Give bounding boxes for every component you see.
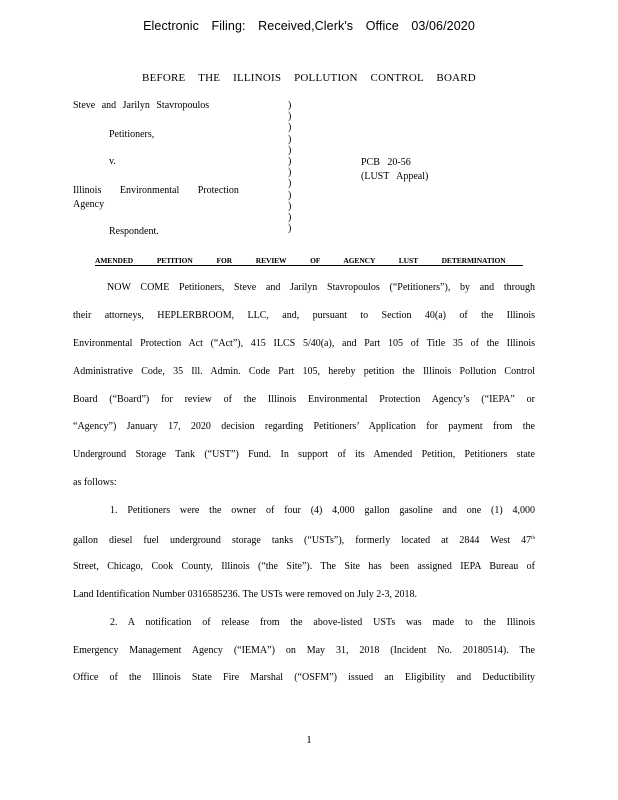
page-number: 1 xyxy=(306,734,312,746)
case-number: PCB 20-56 xyxy=(361,157,411,168)
court-title: BEFORE THE ILLINOIS POLLUTION CONTROL BOARD xyxy=(142,72,476,84)
paren: ) xyxy=(288,167,292,179)
paragraph-2-line: Emergency Management Agency (“IEMA”) on May 31, 2018 (Incident No. 20180514). The xyxy=(73,644,535,656)
body-line: Administrative Code, 35 Ill. Admin. Code Part 105, hereby petition the Illinois Pollution Control xyxy=(73,365,535,377)
paren: ) xyxy=(288,189,292,201)
paren: ) xyxy=(288,200,292,212)
body-line: as follows: xyxy=(73,477,117,489)
ordinal-suffix: th xyxy=(531,536,535,542)
petitioners-label: Petitioners, xyxy=(109,129,155,140)
filing-stamp: Electronic Filing: Received,Clerk's Office 03/06/2020 xyxy=(143,19,475,33)
address-text: gallon diesel fuel underground storage tanks (“USTs”), formerly located at 2844 West 47 xyxy=(73,535,532,547)
paren: ) xyxy=(288,111,292,123)
body-line: “Agency”) January 17, 2020 decision regarding Petitioners’ Application for payment from the xyxy=(73,421,535,433)
respondent-name-line1: Illinois Environmental Protection xyxy=(73,185,239,196)
body-line: NOW COME Petitioners, Steve and Jarilyn Stavropoulos (“Petitioners”), by and through xyxy=(107,282,535,293)
body-line: Underground Storage Tank (“UST”) Fund. In support of its Amended Petition, Petitioners state xyxy=(73,449,535,461)
body-line: Board (“Board”) for review of the Illinois Environmental Protection Agency’s (“IEPA” or xyxy=(73,393,535,405)
petition-body xyxy=(73,280,535,698)
case-caption xyxy=(73,100,543,240)
paren: ) xyxy=(288,155,292,167)
respondent-label: Respondent. xyxy=(109,226,159,237)
paragraph-1-line: 1. Petitioners were the owner of four (4) 4,000 gallon gasoline and one (1) 4,000 xyxy=(110,505,535,517)
versus: v. xyxy=(109,156,116,167)
caption-parentheses xyxy=(288,100,298,234)
document-heading: AMENDED PETITION FOR REVIEW OF AGENCY LUST DETERMINATION xyxy=(95,256,523,266)
body-line: Environmental Protection Act (“Act”), 415 ILCS 5/40(a), and Part 105 of Title 35 of the Illinois xyxy=(73,337,535,349)
case-identifier xyxy=(361,156,428,184)
paragraph-1-line: Street, Chicago, Cook County, Illinois (“the Site”). The Site has been assigned IEPA Bureau of xyxy=(73,560,535,572)
paren: ) xyxy=(288,122,292,134)
paragraph-2-line: Office of the Illinois State Fire Marshal (“OSFM”) issued an Eligibility and Deductibility xyxy=(73,672,535,684)
paren: ) xyxy=(288,133,292,145)
case-type: (LUST Appeal) xyxy=(361,171,429,182)
respondent-name-line2: Agency xyxy=(73,199,105,210)
paren: ) xyxy=(288,178,292,190)
paragraph-2-line: 2. A notification of release from the above-listed USTs was made to the Illinois xyxy=(110,616,535,628)
body-line: their attorneys, HEPLERBROOM, LLC, and, pursuant to Section 40(a) of the Illinois xyxy=(73,309,535,321)
paren: ) xyxy=(288,223,292,235)
paren: ) xyxy=(288,100,292,111)
paren: ) xyxy=(288,211,292,223)
paren: ) xyxy=(288,144,292,156)
paragraph-1-line xyxy=(73,531,535,559)
paragraph-1-line: Land Identification Number 0316585236. The USTs were removed on July 2-3, 2018. xyxy=(73,588,418,600)
petitioner-name: Steve and Jarilyn Stavropoulos xyxy=(73,100,210,111)
